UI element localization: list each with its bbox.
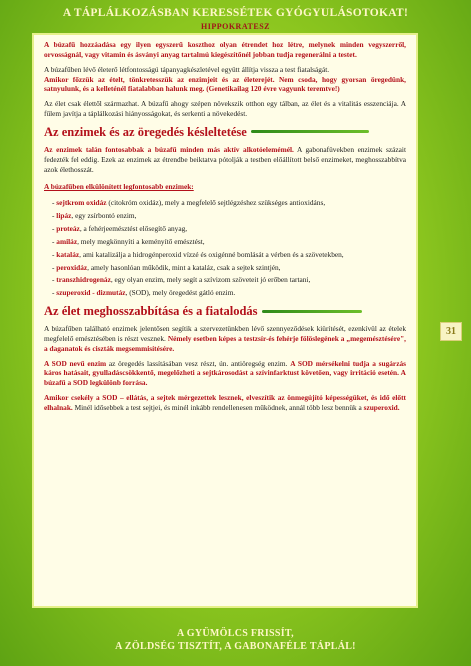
section2-paragraph-2: A SOD nevű enzim az öregedés lassításában vesz részt, ún. antiöregség enzim. A SOD mérsékelni tudja a sugárzás káros hatásait, gyulladáscsökkentő, megelőzheti a sejtkárosodást a szívinfarktust követően, vagy irritáció esetén. A búzafű a SOD legkülönb forrása. [44,358,406,388]
list-item: - amiláz, mely megkönnyíti a keményítő emésztést, [52,236,205,246]
heading-bar-decoration [251,130,369,133]
footer-line-1: A GYÜMÖLCS FRISSÍT, [177,628,294,639]
intro-paragraph-2: A búzafűben lévő életerő létfontosságú tápanyagkészletével együtt állítja vissza a test fiatalságát. [44,64,330,74]
section-heading-longevity: Az élet meghosszabbítása és a fiatalodás [44,304,406,318]
list-item: - lipáz, egy zsírbontó enzim, [52,211,137,221]
section-heading-enzymes: Az enzimek és az öregedés késleltetése [44,125,406,139]
list-item: - peroxidáz, amely hasonlóan működik, mint a kataláz, csak a sejtek szintjén, [52,262,281,272]
section2-paragraph-3: Amikor csekély a SOD – ellátás, a sejtek mérgezettek lesznek, elveszítik az önmegújító képességüket, és idő előtt elhalnak. Minél idősebbek a test sejtjei, és minél inkább rendellenesen működnek, annál több lesz bennük a szuperoxid. [44,393,406,412]
enzyme-list-heading: A búzafűben elkülönített legfontosabb enzimek: [44,182,194,192]
section1-paragraph: Az enzimek talán fontosabbak a búzafű minden más aktív alkotóelemémél. A gabonafüvekben enzimek százait fedezték fel eddig. Ezek az enzimek az étrendbe beiktatva pótolják a testben előállított belső enzimeket, meghosszabbítva azok élethosszát. [44,144,406,174]
list-item: - sejtkrom oxidáz (citokróm oxidáz), mely a megfelelő sejtlégzéshez szükséges antioxidáns, [52,198,326,208]
list-item: - transzhidrogenáz, egy olyan enzim, mely segít a szívizom szöveteit jó erőben tartani, [52,275,311,285]
intro-paragraph-3: Amikor főzzük az ételt, tönkretesszük az enzimjeit és az életerejét. Nem csoda, hogy gyorsan öregedünk, satnyulunk, és a kelleténél fiatalabban halunk meg. (Genetikailag 120 évre vagyunk teremtve!) [44,74,406,94]
intro-paragraph-1: A búzafű hozzáadása egy ilyen egyszerű koszthoz olyan étrendet hoz létre, melynek minden vegyszerről, orvosságnál, vagy vitamin és ásványi anyag tartalmú kiegészítőnél jobban tudja regenerálni a testet. [44,40,406,59]
page-number: 31 [440,322,462,341]
footer-line-2: A ZÖLDSÉG TISZTÍT, A GABONAFÉLE TÁPLÁL! [115,641,356,652]
page-header-author: HIPPOKRATESZ [201,22,270,31]
content-panel [32,33,418,608]
list-item: - proteáz, a fehérjeemésztést elősegítő anyag, [52,223,188,233]
intro-paragraph-4: Az élet csak élettől származhat. A búzafű ahogy szépen növekszik otthon egy tálban, az élet és a vitalitás esszenciája. A fűlem javítja a táplálkozási hiányosságokat, és serkenti a növekedést. [44,99,406,119]
list-item: - kataláz, ami katalizálja a hidrogénperoxid vízzé és oxigénné bomlását a vérben és a szövetekben, [52,249,344,259]
section2-paragraph-1: A búzafűben található enzimek jelentősen segítik a szervezetünkben lévő szennyeződések kiürítését, ezenkívül az ételek megfelelő emésztésében is részt vesznek. Némely esetben képes a testzsír-és fehérje fölöslegének a „megemésztésére", a daganatok és ciszták megsemmisítésére. [44,324,406,353]
page-header-title: A TÁPLÁLKOZÁSBAN KERESSÉTEK GYÓGYULÁSOTOKAT! [62,7,409,19]
enzyme-list [44,198,406,298]
list-item: - szuperoxid - dizmutáz, (SOD), mely öregedést gátló enzim. [52,288,236,298]
heading-bar-decoration [262,310,362,313]
